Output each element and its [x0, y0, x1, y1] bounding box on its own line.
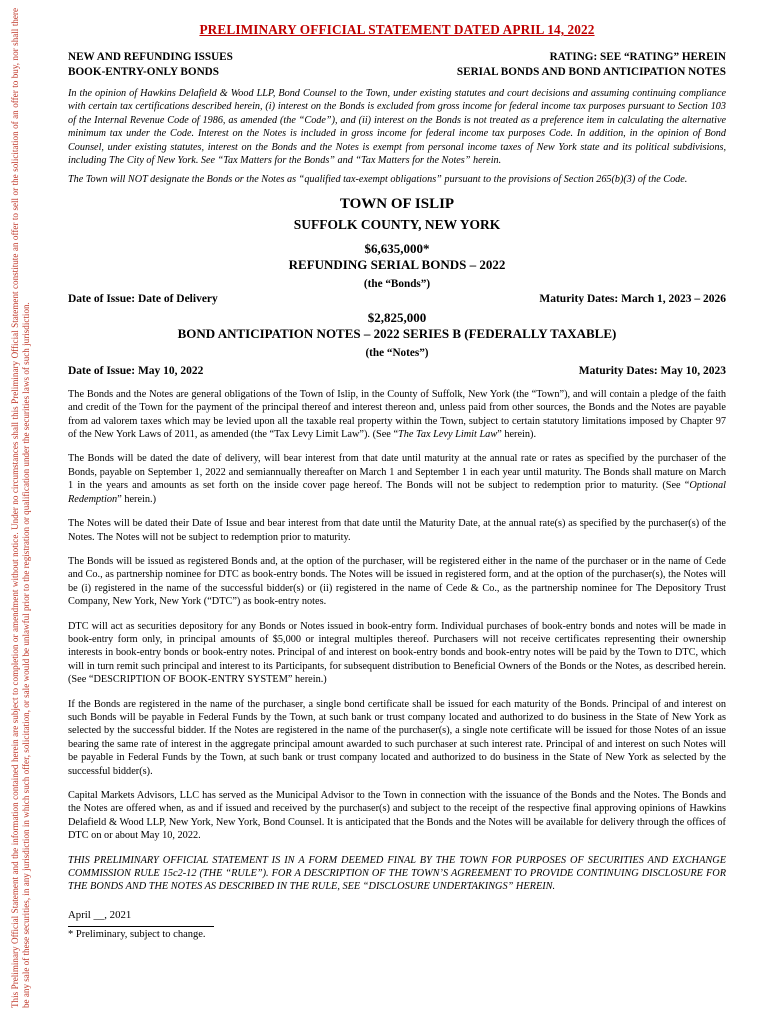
- p2-text-a: The Bonds will be dated the date of delivery, will bear interest from that date until maturity at the annual rate or rates as specified by the purchaser of the Bonds, payable on September 1, 2022 and semiannually thereafter on March 1 and September 1 in each year until maturity. The Bonds shall mature on March 1 in the years and amounts as set forth on the inside cover page hereof. The Bonds will not be subject to redemption prior to maturity. (See “: [68, 453, 726, 492]
- header-left-line1: NEW AND REFUNDING ISSUES: [68, 51, 233, 63]
- notes-title: BOND ANTICIPATION NOTES – 2022 SERIES B (FEDERALLY TAXABLE): [177, 325, 617, 341]
- paragraph-payment: If the Bonds are registered in the name of the purchaser, a single bond certificate shall be issued for each maturity of the Bonds. Principal of and interest on such Bonds will be payable in Federal Funds by the Town, at such bank or trust company located and authorized to do business in the State of New York as selected by the successful bidder. If the Notes are registered in the name of the purchaser(s), a single note certificate will be issued for those Notes of an issue bearing the same rate of interest in the aggregate principal amount awarded to such purchaser at such interest rate. Principal of and interest on such Notes will be payable in Federal Funds by the Town, at such bank or trust company located and authorized to do business in the State of New York as selected by the successful bidder(s).: [68, 698, 726, 777]
- header-right-line1: RATING: SEE “RATING” HEREIN: [549, 51, 726, 63]
- preliminary-title: PRELIMINARY OFFICIAL STATEMENT DATED APRIL 14, 2022: [199, 22, 595, 37]
- bonds-maturity: Maturity Dates: March 1, 2023 – 2026: [539, 292, 726, 305]
- header-row-1: [68, 50, 726, 65]
- paragraph-advisor: Capital Markets Advisors, LLC has served as the Municipal Advisor to the Town in connection with the issuance of the Bonds and the Notes. The Bonds and the Notes are offered when, as and if issued and received by the purchaser(s) and subject to the receipt of the respective final approving opinions of Hawkins Delafield & Wood LLP, New York, New York, Bond Counsel. It is anticipated that the Bonds and the Notes will be available for delivery through the offices of DTC on or about May 10, 2022.: [68, 790, 726, 842]
- bond-counsel-opinion: In the opinion of Hawkins Delafield & Wood LLP, Bond Counsel to the Town, under existing statutes and court decisions and assuming continuing compliance with certain tax certifications described herein, (i) interest on the Bonds is excluded from gross income for federal income tax purposes pursuant to Section 103 of the Internal Revenue Code of 1986, as amended (the “Code”), and (ii) interest on the Bonds is not treated as a preference item in calculating the alternative minimum tax under the Code. Interest on the Notes is included in gross income for federal income tax purposes Code. In addition, in the opinion of Bond Counsel, under existing statutes, interest on the Bonds and the Notes is exempt from personal income taxes of New York state and its political subdivisions, including The City of New York. See “Tax Matters for the Bonds” and “Tax Matters for the Notes” herein.: [68, 88, 726, 167]
- paragraph-bond-dating: [68, 452, 726, 506]
- town-name: TOWN OF ISLIP: [339, 195, 455, 212]
- paragraph-general-obligations: [68, 388, 726, 442]
- p1-italic-ref: The Tax Levy Limit Law: [398, 429, 498, 441]
- header-left-line2: BOOK-ENTRY-ONLY BONDS: [68, 65, 219, 78]
- bonds-amount: $6,635,000*: [364, 240, 430, 256]
- notes-issue-row: [68, 364, 726, 378]
- bonds-title: REFUNDING SERIAL BONDS – 2022: [288, 256, 506, 272]
- bonds-short-name: (the “Bonds”): [363, 277, 431, 290]
- header-right-line2: SERIAL BONDS AND BOND ANTICIPATION NOTES: [456, 65, 726, 78]
- document-page: [68, 22, 726, 940]
- county-name: SUFFOLK COUNTY, NEW YORK: [293, 216, 501, 232]
- notes-amount: $2,825,000: [367, 309, 427, 325]
- sidebar-notice-text: This Preliminary Official Statement and the information contained herein are subject to completion or amendment without notice. Under no circumstances shall this Preliminary Official Statement constitute an offer to sell or the solicitation of an offer to buy, nor shall there be any sale of these securities, in any jurisdiction in which such offer, solicitation, or sale would be unlawful prior to the registration or qualification under the securities laws of such jurisdiction.: [10, 8, 32, 1008]
- notes-date-of-issue: Date of Issue: May 10, 2022: [68, 364, 204, 377]
- footnote-divider: [68, 926, 214, 927]
- tax-exempt-designation: The Town will NOT designate the Bonds or the Notes as “qualified tax-exempt obligations” pursuant to the provisions of Section 265(b)(3) of the Code.: [68, 174, 688, 186]
- notes-maturity: Maturity Dates: May 10, 2023: [578, 364, 726, 377]
- p1-text-b: ” herein).: [497, 429, 537, 441]
- notes-short-name: (the “Notes”): [365, 346, 429, 359]
- bonds-issue-row: [68, 292, 726, 306]
- header-row-2: [68, 65, 726, 80]
- bonds-date-of-issue: Date of Issue: Date of Delivery: [68, 292, 218, 305]
- p1-text-a: The Bonds and the Notes are general obligations of the Town of Islip, in the County of Suffolk, New York (the “Town”), and will contain a pledge of the faith and credit of the Town for the payment of the principal thereof and interest thereon and, unless paid from other sources, the Bonds and the Notes are payable from ad valorem taxes which may be levied upon all the taxable real property within the Town, subject to certain statutory limitations imposed by Chapter 97 of the New York Laws of 2011, as amended (the “Tax Levy Limit Law”). (See “: [68, 388, 726, 441]
- paragraph-notes-dating: The Notes will be dated their Date of Issue and bear interest from that date until the Maturity Date, at the annual rate(s) as specified by the purchaser(s) of the Notes. The Notes will not be subject to redemption prior to maturity.: [68, 518, 726, 543]
- footnote-preliminary: * Preliminary, subject to change.: [68, 928, 206, 940]
- sidebar-legal-notice: [10, 8, 50, 1008]
- document-date: April __, 2021: [68, 908, 132, 921]
- paragraph-disclosure: THIS PRELIMINARY OFFICIAL STATEMENT IS IN A FORM DEEMED FINAL BY THE TOWN FOR PURPOSES OF SECURITIES AND EXCHANGE COMMISSION RULE 15c2-12 (THE “RULE”). FOR A DESCRIPTION OF THE TOWN’S AGREEMENT TO PROVIDE CONTINUING DISCLOSURE FOR THE BONDS AND THE NOTES AS DESCRIBED IN THE RULE, SEE “DISCLOSURE UNDERTAKINGS” HEREIN.: [68, 854, 726, 893]
- p2-text-b: ” herein.): [117, 493, 157, 505]
- paragraph-dtc: DTC will act as securities depository for any Bonds or Notes issued in book-entry form. Individual purchases of book-entry bonds and notes will be made in book-entry form only, in principal amounts of $5,000 or integral multiples thereof. Purchasers will not receive certificates representing their ownership interests in book-entry bonds or book-entry notes. Principal of and interest on book-entry bonds and book-entry notes will be paid by the Town to DTC, which will in turn remit such principal and interest to its Participants, for subsequent distribution to Beneficial Owners of the Bonds or the Notes, as described herein. (See “DESCRIPTION OF BOOK-ENTRY SYSTEM” herein.): [68, 620, 726, 686]
- paragraph-registration: The Bonds will be issued as registered Bonds and, at the option of the purchaser, will be registered either in the name of the purchaser or in the name of Cede and Co., as partnership nominee for DTC as book-entry bonds. The Notes will be issued in registered form, and at the option of the purchaser(s), the Notes will be (i) registered in the name of the successful bidder(s) or (ii) registered in the name of Cede & Co., as the partnership nominee for The Depository Trust Company, New York, New York (“DTC”) as book-entry notes.: [68, 555, 726, 608]
- p2-italic-ref: Optional Redemption: [68, 480, 726, 505]
